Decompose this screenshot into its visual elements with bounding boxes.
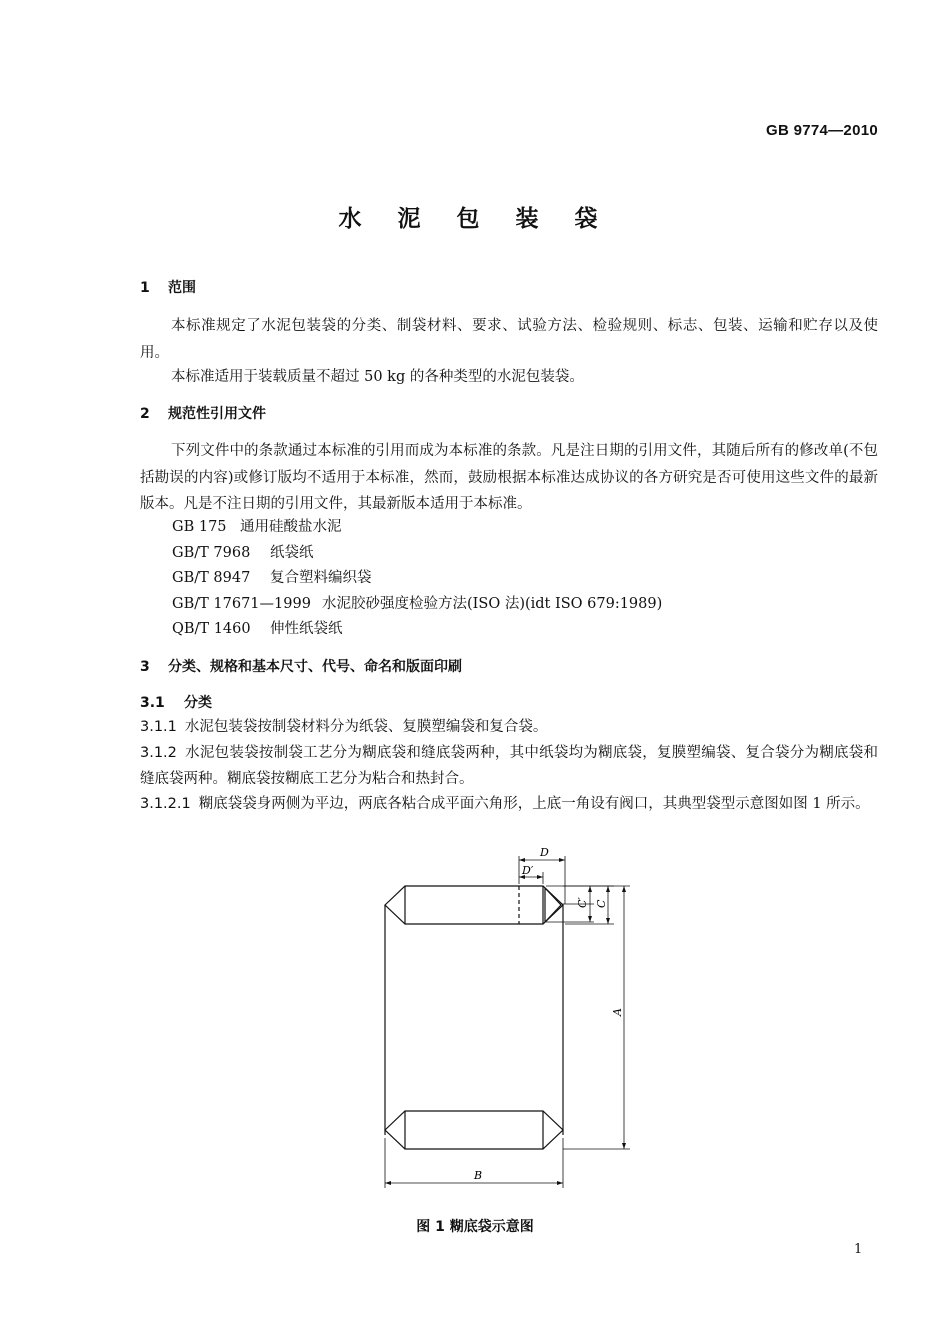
clause-3-1-2-1	[140, 791, 878, 817]
clause-3-1-1	[140, 714, 878, 740]
clause-text: 糊底袋袋身两侧为平边，两底各粘合成平面六角形，上底一角设有阀口，其典型袋型示意图如图 1 所示。	[198, 796, 870, 812]
subsection-3-1-heading	[140, 692, 212, 712]
reference-code: GB/T 7968	[172, 545, 251, 561]
subsection-number: 3.1	[140, 695, 165, 711]
label-c-prime: C′	[576, 897, 589, 908]
reference-code: QB/T 1460	[172, 621, 251, 637]
reference-item	[172, 515, 342, 536]
clause-text: 水泥包装袋按制袋工艺分为糊底袋和缝底袋两种，其中纸袋均为糊底袋，复膜塑编袋、复合袋分为糊底袋和缝底袋两种。糊底袋按糊底工艺分为粘合和热封合。	[140, 745, 878, 787]
clause-text: 水泥包装袋按制袋材料分为纸袋、复膜塑编袋和复合袋。	[184, 719, 548, 735]
label-d: D	[540, 846, 549, 859]
reference-code: GB/T 8947	[172, 570, 251, 586]
paragraph: 下列文件中的条款通过本标准的引用而成为本标准的条款。凡是注日期的引用文件，其随后所有的修改单(不包括勘误的内容)或修订版均不适用于本标准，然而，鼓励根据本标准达成协议的各方研究是否可使用这些文件的最新版本。凡是不注日期的引用文件，其最新版本适用于本标准。	[140, 443, 878, 512]
section-title: 分类、规格和基本尺寸、代号、命名和版面印刷	[168, 659, 462, 675]
reference-item	[172, 566, 372, 587]
section-title: 规范性引用文件	[168, 406, 266, 422]
valve-opening	[545, 888, 561, 922]
top-hexagon-bottom	[385, 886, 563, 924]
reference-title: 水泥胶砂强度检验方法(ISO 法)(idt ISO 679:1989)	[322, 596, 663, 612]
section-2-heading	[140, 403, 266, 423]
reference-code: GB 175	[172, 519, 227, 535]
bottom-hexagon-bottom	[385, 1111, 563, 1149]
section-3-heading	[140, 656, 462, 676]
clause-3-1-2	[140, 740, 878, 792]
bag-diagram	[370, 845, 640, 1190]
reference-item	[172, 617, 343, 638]
reference-code: GB/T 17671—1999	[172, 596, 311, 612]
page-number: 1	[854, 1242, 863, 1257]
label-c: C	[595, 899, 608, 908]
clause-number: 3.1.2.1	[140, 796, 191, 812]
section-1-heading	[140, 277, 196, 297]
clause-number: 3.1.1	[140, 719, 177, 735]
section-number: 3	[140, 659, 150, 675]
section-number: 1	[140, 280, 150, 296]
clause-number: 3.1.2	[140, 745, 177, 761]
reference-title: 伸性纸袋纸	[270, 621, 343, 637]
section-number: 2	[140, 406, 150, 422]
reference-title: 通用硅酸盐水泥	[240, 519, 342, 535]
reference-item	[172, 592, 662, 613]
paragraph: 本标准规定了水泥包装袋的分类、制袋材料、要求、试验方法、检验规则、标志、包装、运输和贮存以及使用。	[140, 318, 878, 361]
label-a: A	[611, 1008, 624, 1016]
label-b: B	[474, 1169, 483, 1182]
standard-code: GB 9774—2010	[766, 122, 879, 139]
figure-caption: 图 1 糊底袋示意图	[416, 1219, 534, 1235]
paragraph: 本标准适用于装载质量不超过 50 kg 的各种类型的水泥包装袋。	[171, 369, 584, 385]
section-title: 范围	[168, 280, 196, 296]
reference-title: 纸袋纸	[270, 545, 314, 561]
document-title: 水 泥 包 装 袋	[338, 206, 612, 232]
label-d-prime: D′	[522, 864, 534, 877]
reference-item	[172, 541, 314, 562]
subsection-title: 分类	[184, 695, 212, 711]
reference-title: 复合塑料编织袋	[270, 570, 372, 586]
